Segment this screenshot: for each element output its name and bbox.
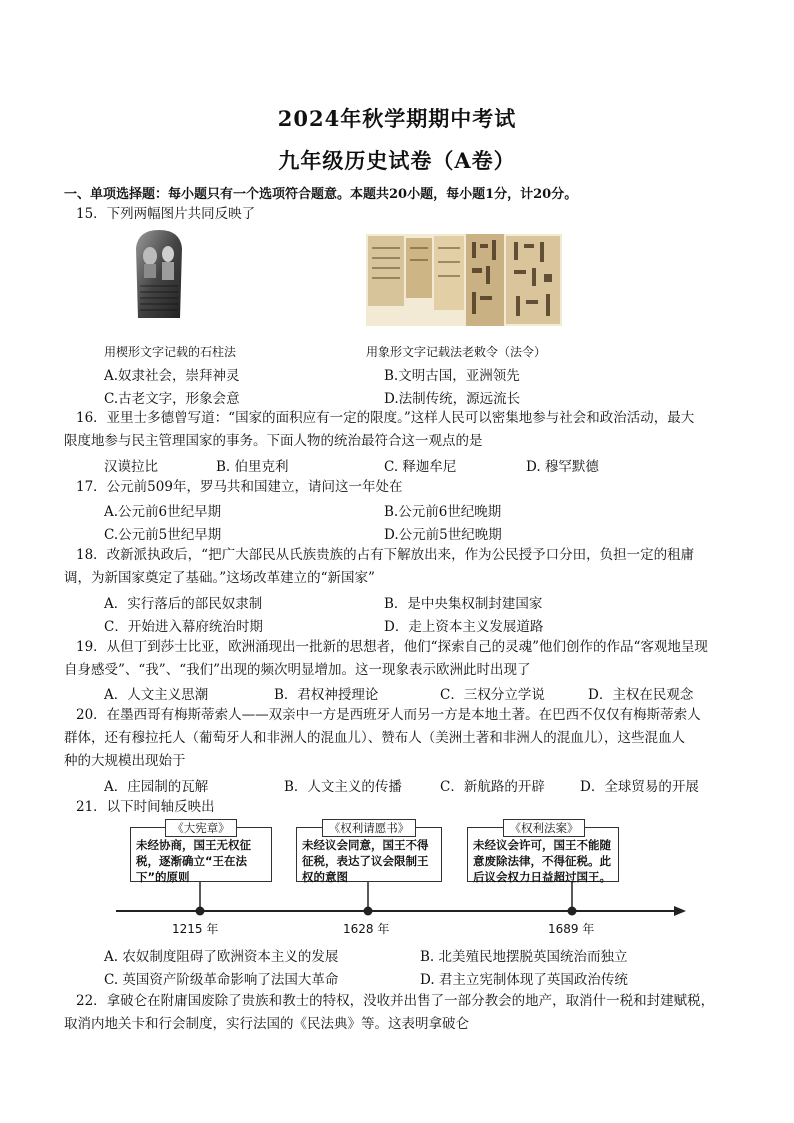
q22-stem-line1: 22．拿破仑在附庸国废除了贵族和教士的特权，没收并出售了一部分教会的地产，取消什一税和封建赋税， [76,993,715,1009]
q15-option-d[interactable]: D.法制传统，源远流长 [384,391,521,407]
section-heading: 一、单项选择题：每小题只有一个选项符合题意。本题共20小题，每小题1分，计20分。 [64,187,578,202]
q18-stem-line1: 18．改新派执政后，“把广大部民从氏族贵族的占有下解放出来，作为公民授予口分田，负担一定的租庸 [76,547,695,563]
q20-stem-line1: 20．在墨西哥有梅斯蒂索人——双亲中一方是西班牙人而另一方是本地土著。在巴西不仅仅有梅斯蒂索人 [76,707,701,723]
timeline-event-2-title: 《权利请愿书》 [322,819,416,837]
q17-option-b[interactable]: B.公元前6世纪晚期 [384,504,502,520]
q22-stem-line2: 取消内地关卡和行会制度，实行法国的《民法典》等。这表明拿破仑 [64,1016,469,1032]
q19-option-c[interactable]: C．三权分立学说 [440,687,545,703]
q15-caption-left: 用楔形文字记载的石柱法 [104,345,237,359]
exam-subtitle: 九年级历史试卷（A卷） [278,148,516,173]
q21-stem: 21．以下时间轴反映出 [76,799,215,815]
q21-option-b[interactable]: B. 北美殖民地摆脱英国统治而独立 [420,949,628,965]
q19-option-a[interactable]: A．人文主义思潮 [104,687,209,703]
q20-option-c[interactable]: C．新航路的开辟 [440,779,545,795]
q17-option-c[interactable]: C.公元前5世纪早期 [104,527,222,543]
q21-option-d[interactable]: D. 君主立宪制体现了英国政治传统 [420,972,628,988]
q20-option-a[interactable]: A．庄园制的瓦解 [104,779,209,795]
q18-option-a[interactable]: A．实行落后的部民奴隶制 [104,596,263,612]
q18-option-d[interactable]: D．走上资本主义发展道路 [384,619,544,635]
papyrus-image [366,234,562,326]
stele-image [128,228,190,318]
q19-option-d[interactable]: D．主权在民观念 [588,687,694,703]
q15-option-b[interactable]: B.文明古国，亚洲领先 [384,368,520,384]
q16-stem-line2: 限度地参与民主管理国家的事务。下面人物的统治最符合这一观点的是 [64,433,483,449]
q21-option-c[interactable]: C. 英国资产阶级革命影响了法国大革命 [104,972,339,988]
q15-stem: 15．下列两幅图片共同反映了 [76,206,256,222]
q18-stem-line2: 调，为新国家奠定了基础。”这场改革建立的“新国家” [64,570,375,586]
timeline-event-2-text: 未经议会同意，国王不得征税，表达了议会限制王权的意图 [302,838,429,884]
q18-option-b[interactable]: B．是中央集权制封建国家 [384,596,543,612]
q15-option-a[interactable]: A.奴隶社会，崇拜神灵 [104,368,240,384]
q18-option-c[interactable]: C．开始进入幕府统治时期 [104,619,263,635]
q19-stem-line1: 19．从但丁到莎士比亚，欧洲涌现出一批新的思想者，他们“探索自己的灵魂”他们创作的作品“客观地呈现 [76,639,708,655]
q16-stem-line1: 16．亚里士多德曾写道：“国家的面积应有一定的限度。”这样人民可以密集地参与社会和政治活动，最大 [76,410,695,426]
q21-option-a[interactable]: A. 农奴制度阻碍了欧洲资本主义的发展 [104,949,339,965]
q20-stem-line3: 种的大规模出现始于 [64,753,186,769]
timeline-event-1-text: 未经协商，国王无权征税，逐渐确立“王在法下”的原则 [136,838,251,884]
q19-option-b[interactable]: B．君权神授理论 [274,687,379,703]
q19-stem-line2: 自身感受”、“我”、“我们”出现的频次明显增加。这一现象表示欧洲此时出现了 [64,662,531,678]
exam-title: 2024年秋学期期中考试 [277,106,517,131]
timeline-event-1-title: 《大宪章》 [165,819,237,837]
timeline-event-3-year: 1689 年 [548,922,595,936]
q17-option-d[interactable]: D.公元前5世纪晚期 [384,527,502,543]
q16-option-b[interactable]: B. 伯里克利 [216,459,289,475]
q17-option-a[interactable]: A.公元前6世纪早期 [104,504,222,520]
q20-stem-line2: 群体，还有穆拉托人（葡萄牙人和非洲人的混血儿）、赞布人（美洲土著和非洲人的混血儿），这些混血人 [64,730,685,746]
q17-stem: 17．公元前509年，罗马共和国建立，请问这一年处在 [76,479,403,495]
timeline-event-1-year: 1215 年 [172,922,219,936]
timeline-event-3-text: 未经议会许可，国王不能随意废除法律，不得征税。此后议会权力日益超过国王。 [473,838,611,884]
q16-option-d[interactable]: D. 穆罕默德 [526,459,599,475]
timeline-event-2-year: 1628 年 [343,922,390,936]
q20-option-b[interactable]: B．人文主义的传播 [284,779,402,795]
q15-caption-right: 用象形文字记载法老敕令（法令） [366,345,547,359]
q16-option-c[interactable]: C. 释迦牟尼 [384,459,457,475]
q16-option-a[interactable]: 汉谟拉比 [104,459,158,475]
timeline-event-3-title: 《权利法案》 [503,819,585,837]
q20-option-d[interactable]: D．全球贸易的开展 [580,779,699,795]
q15-option-c[interactable]: C.古老文字，形象会意 [104,391,240,407]
